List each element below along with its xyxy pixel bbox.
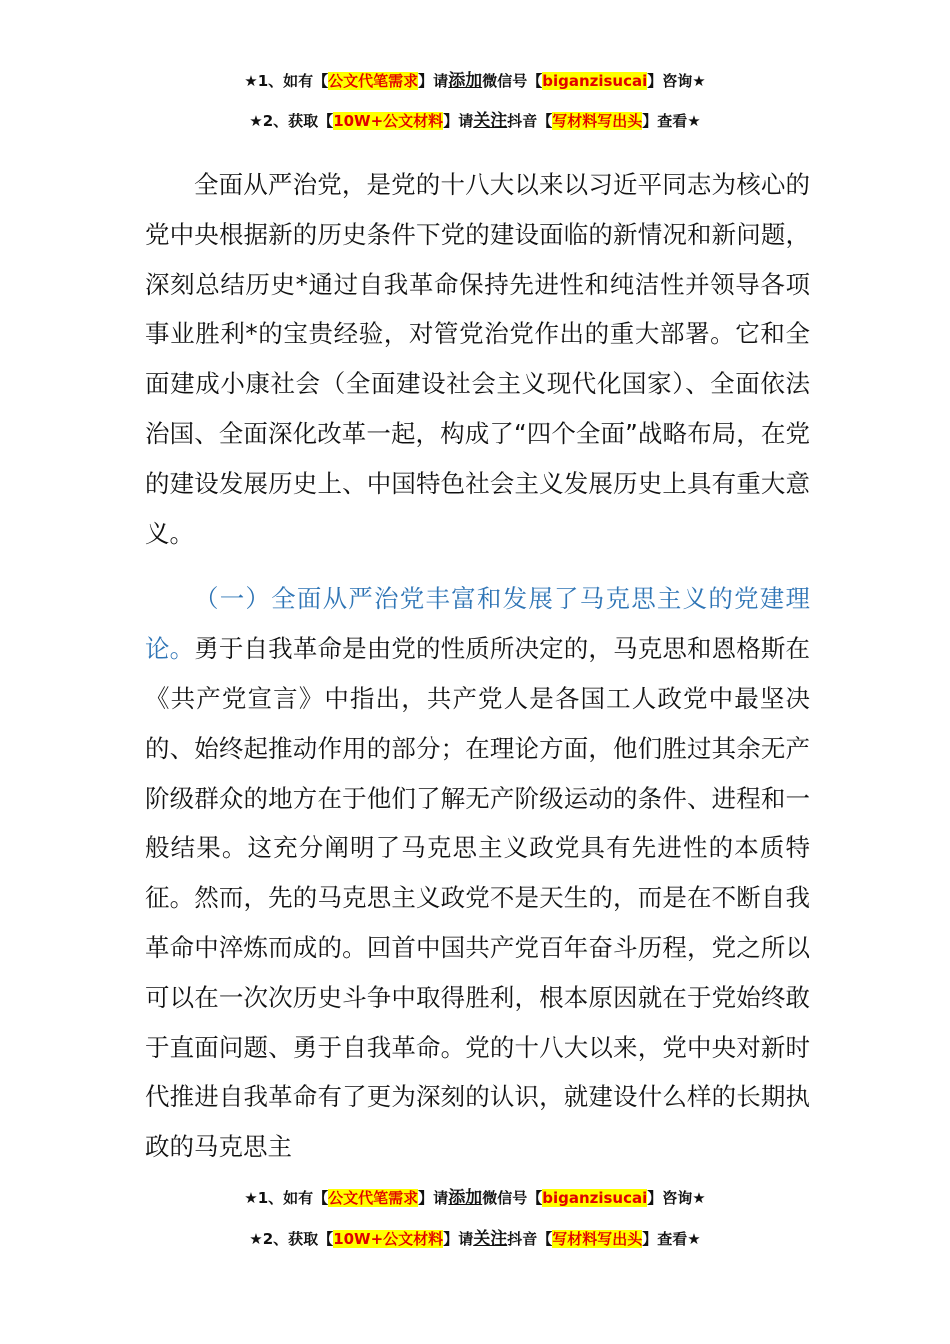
promo-text: ★1、如有【 [244,72,329,90]
promo-highlight: biganzisucai [542,72,648,90]
promo-text: 】请 [443,1230,474,1248]
promo-highlight: biganzisucai [542,1189,648,1207]
promo-highlight: 公文代笔需求 [328,1189,419,1207]
paragraph-section-1 [145,574,810,1172]
top-promo-line-2 [0,110,950,132]
promo-underlined: 添加 [448,1188,483,1208]
promo-highlight: 10W+公文材料 [333,112,444,130]
promo-text: 微信号【 [482,72,543,90]
document-body [145,160,810,1172]
promo-text: ★2、获取【 [249,112,334,130]
promo-underlined: 关注 [473,111,508,131]
promo-underlined: 关注 [473,1229,508,1249]
bottom-promo-line-2 [0,1228,950,1250]
promo-text: ★1、如有【 [244,1189,329,1207]
promo-text: 】请 [418,72,449,90]
promo-text: 】查看★ [642,112,701,130]
promo-text: 】请 [418,1189,449,1207]
promo-text: 微信号【 [482,1189,543,1207]
section-text: 勇于自我革命是由党的性质所决定的，马克思和恩格斯在《共产党宣言》中指出，共产党人是各国工人政党中最坚决的、始终起推动作用的部分；在理论方面，他们胜过其余无产阶级群众的地方在于他们了解无产阶级运动的条件、进程和一般结果。这充分阐明了马克思主义政党具有先进性的本质特征。然而，先的马克思主义政党不是天生的，而是在不断自我革命中淬炼而成的。回首中国共产党百年奋斗历程，党之所以可以在一次次历史斗争中取得胜利，根本原因就在于党始终敢于直面问题、勇于自我革命。党的十八大以来，党中央对新时代推进自我革命有了更为深刻的认识，就建设什么样的长期执政的马克思主 [145,634,811,1162]
promo-text: ★2、获取【 [249,1230,334,1248]
section-heading: （一）全面从严治党丰富和发展了马克思主义的党建理论。 [145,584,810,664]
promo-text: 抖音【 [507,112,553,130]
promo-highlight: 写材料写出头 [552,1230,643,1248]
promo-highlight: 10W+公文材料 [333,1230,444,1248]
paragraph-intro: 全面从严治党，是党的十八大以来以习近平同志为核心的党中央根据新的历史条件下党的建设面临的新情况和新问题，深刻总结历史*通过自我革命保持先进性和纯洁性并领导各项事业胜利*的宝贵经验，对管党治党作出的重大部署。它和全面建成小康社会（全面建设社会主义现代化国家）、全面依法治国、全面深化改革一起，构成了“四个全面”战略布局，在党的建设发展历史上、中国特色社会主义发展历史上具有重大意义。 [145,170,810,548]
top-promo-line-1 [0,70,950,92]
promo-text: 】请 [443,112,474,130]
promo-text: 】咨询★ [647,72,706,90]
bottom-promo-line-1 [0,1187,950,1209]
promo-highlight: 公文代笔需求 [328,72,419,90]
promo-text: 抖音【 [507,1230,553,1248]
promo-text: 】查看★ [642,1230,701,1248]
promo-underlined: 添加 [448,71,483,91]
promo-text: 】咨询★ [647,1189,706,1207]
promo-highlight: 写材料写出头 [552,112,643,130]
